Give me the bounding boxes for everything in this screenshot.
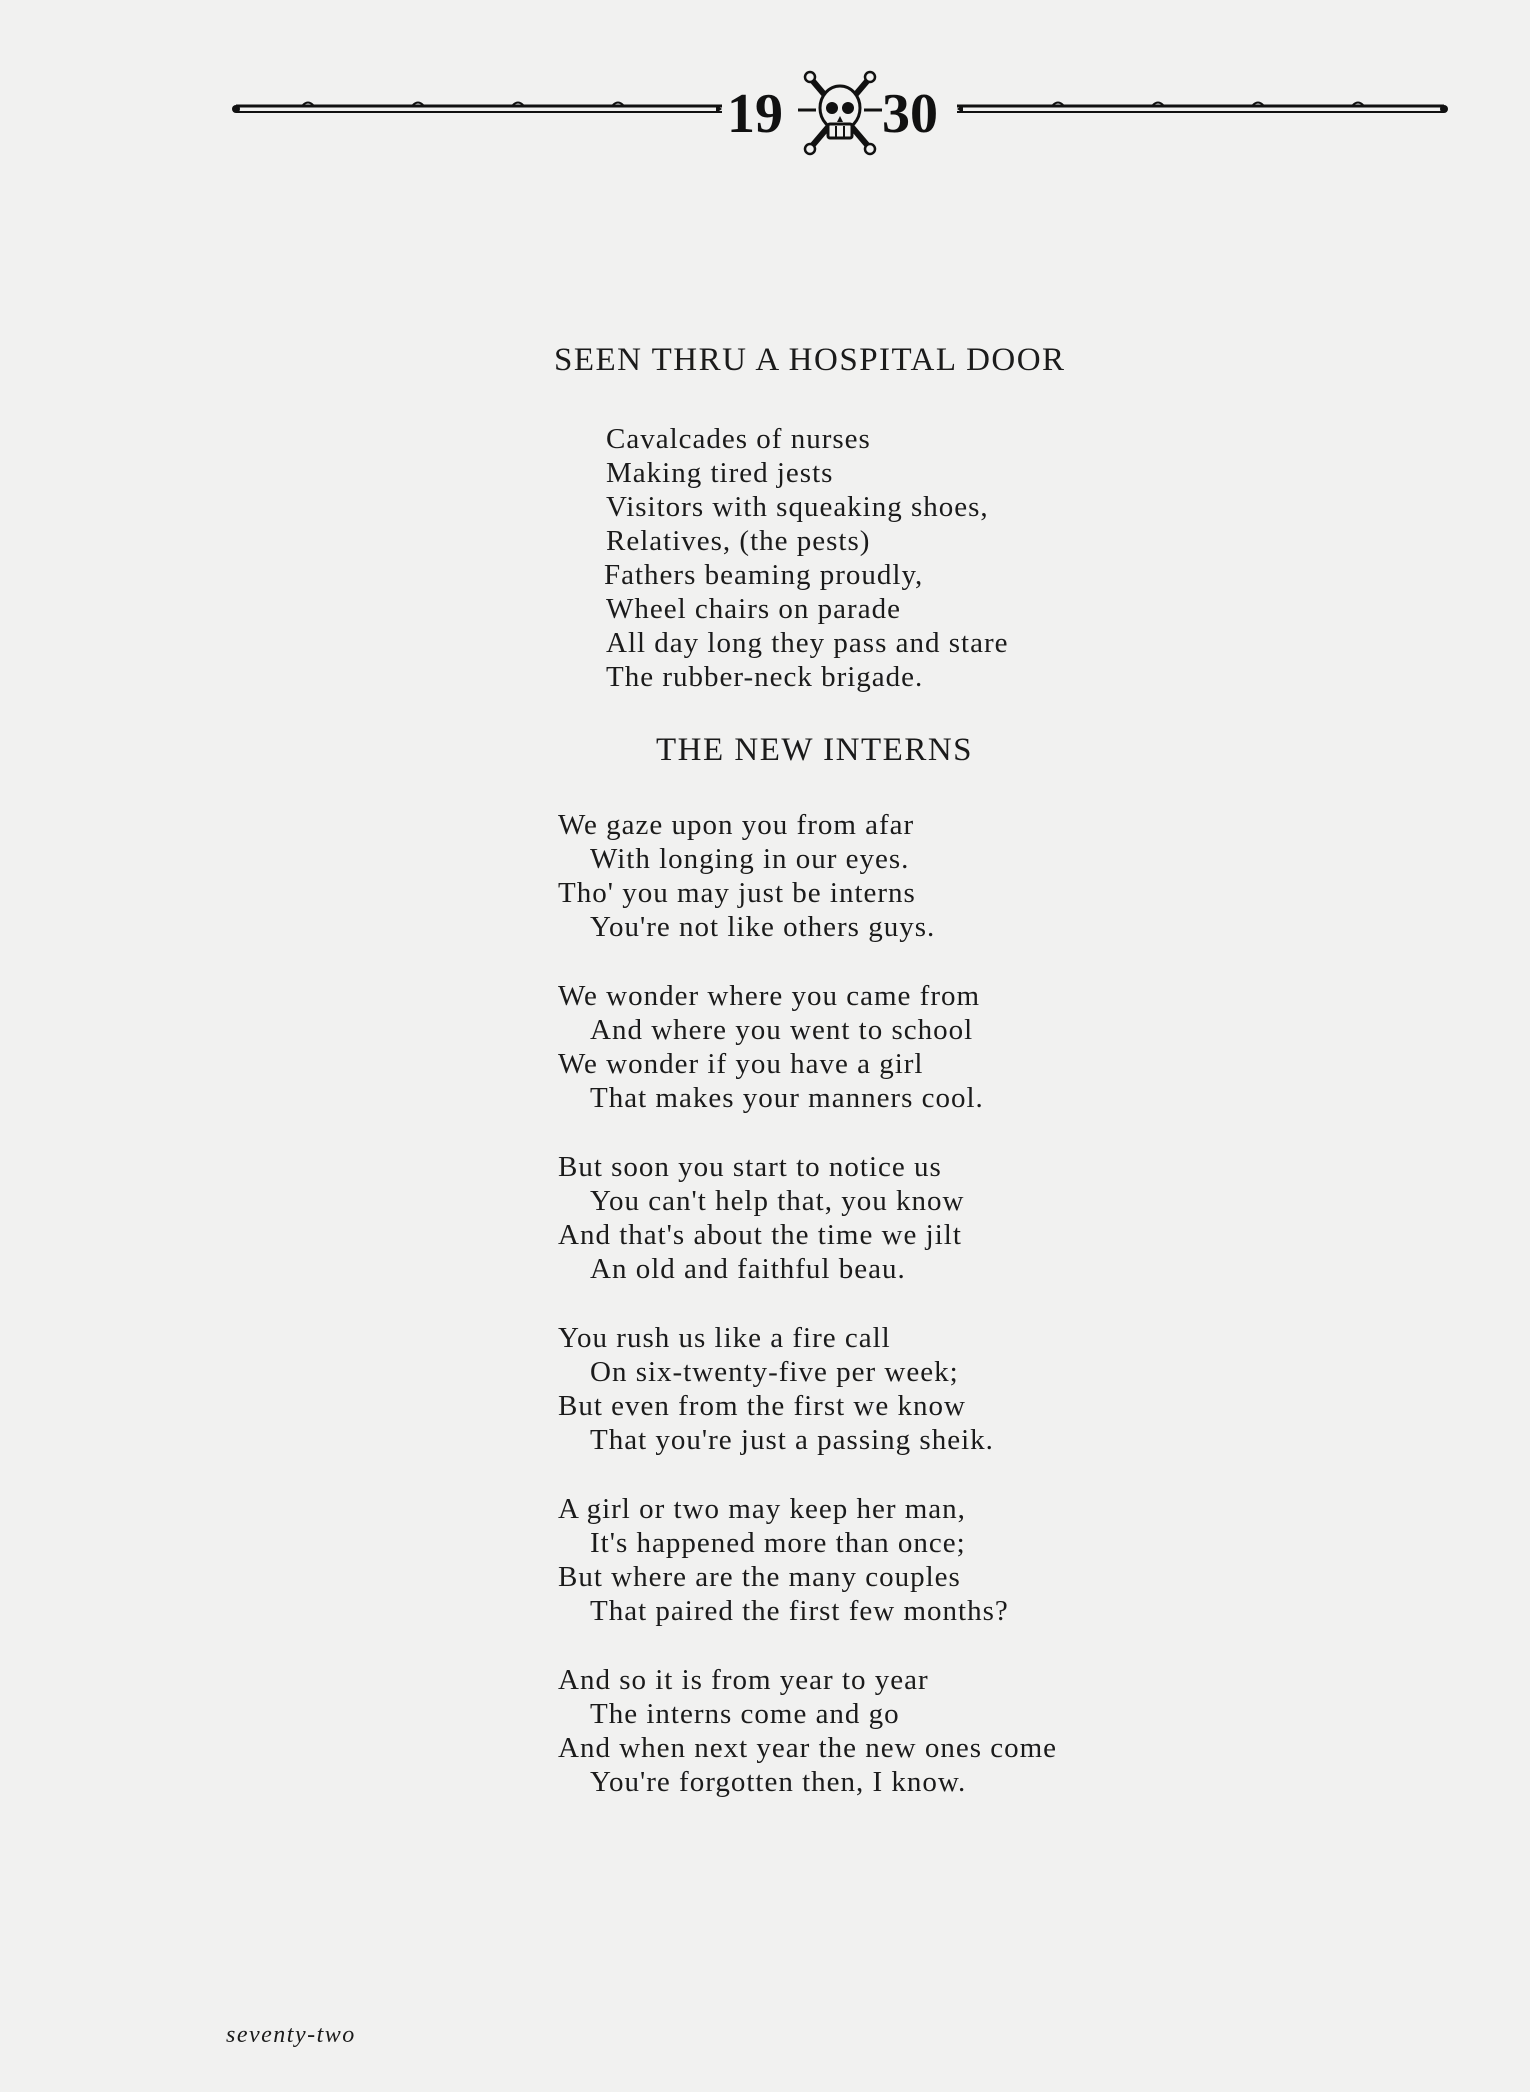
poem-line: But soon you start to notice us xyxy=(558,1151,942,1183)
poem-line: Tho' you may just be interns xyxy=(558,877,916,909)
poem-line: Wheel chairs on parade xyxy=(606,593,901,625)
poem-line: Cavalcades of nurses xyxy=(606,423,871,455)
poem-line: A girl or two may keep her man, xyxy=(558,1493,966,1525)
poem-line: We wonder where you came from xyxy=(558,980,981,1012)
poem-line: But even from the first we know xyxy=(558,1390,966,1422)
poem-line: You're not like others guys. xyxy=(590,911,936,943)
header-ornament-graphic xyxy=(232,58,1448,158)
stanza xyxy=(558,1150,1057,1286)
page-number: seventy-two xyxy=(226,2022,356,2048)
poem-line: And that's about the time we jilt xyxy=(558,1219,962,1251)
poem-line: And where you went to school xyxy=(590,1014,974,1046)
poem-line: It's happened more than once; xyxy=(590,1527,966,1559)
poem-line: All day long they pass and stare xyxy=(606,627,1009,659)
header-ornament xyxy=(232,58,1448,158)
poem-line: Making tired jests xyxy=(606,457,834,489)
poem-line: The rubber-neck brigade. xyxy=(606,661,924,693)
poem-line: We wonder if you have a girl xyxy=(558,1048,924,1080)
stanza xyxy=(558,808,1057,944)
stanza xyxy=(558,1663,1057,1799)
poem-line: The interns come and go xyxy=(590,1698,900,1730)
poem-line: An old and faithful beau. xyxy=(590,1253,906,1285)
poem-line: That makes your manners cool. xyxy=(590,1082,984,1114)
poem-title-seen-thru-a-hospital-door: SEEN THRU A HOSPITAL DOOR xyxy=(554,342,1066,378)
poem-line: Relatives, (the pests) xyxy=(606,525,871,557)
skull-crossbones-icon xyxy=(805,72,875,154)
poem-title-the-new-interns: THE NEW INTERNS xyxy=(656,732,974,768)
stanza xyxy=(558,1321,1057,1457)
poem-line: But where are the many couples xyxy=(558,1561,961,1593)
poem-the-new-interns xyxy=(558,808,1057,1834)
poem-line: With longing in our eyes. xyxy=(590,843,910,875)
poem-line: On six-twenty-five per week; xyxy=(590,1356,959,1388)
right-rail-decoration xyxy=(957,103,1448,114)
poem-line: That paired the first few months? xyxy=(590,1595,1009,1627)
stanza xyxy=(558,1492,1057,1628)
left-rail-decoration xyxy=(232,103,722,114)
poem-line: And so it is from year to year xyxy=(558,1664,929,1696)
poem-line: You can't help that, you know xyxy=(590,1185,965,1217)
year-right: 30 xyxy=(882,83,938,145)
poem-line: And when next year the new ones come xyxy=(558,1732,1058,1764)
poem-line: You're forgotten then, I know. xyxy=(590,1766,967,1798)
poem-line: We gaze upon you from afar xyxy=(558,809,915,841)
year-left: 19 xyxy=(727,83,783,145)
poem-line: Visitors with squeaking shoes, xyxy=(606,491,989,523)
poem-seen-thru-a-hospital-door xyxy=(604,422,1008,694)
poem-line: You rush us like a fire call xyxy=(558,1322,891,1354)
poem-line: Fathers beaming proudly, xyxy=(604,559,924,591)
stanza xyxy=(558,979,1057,1115)
poem-line: That you're just a passing sheik. xyxy=(590,1424,994,1456)
